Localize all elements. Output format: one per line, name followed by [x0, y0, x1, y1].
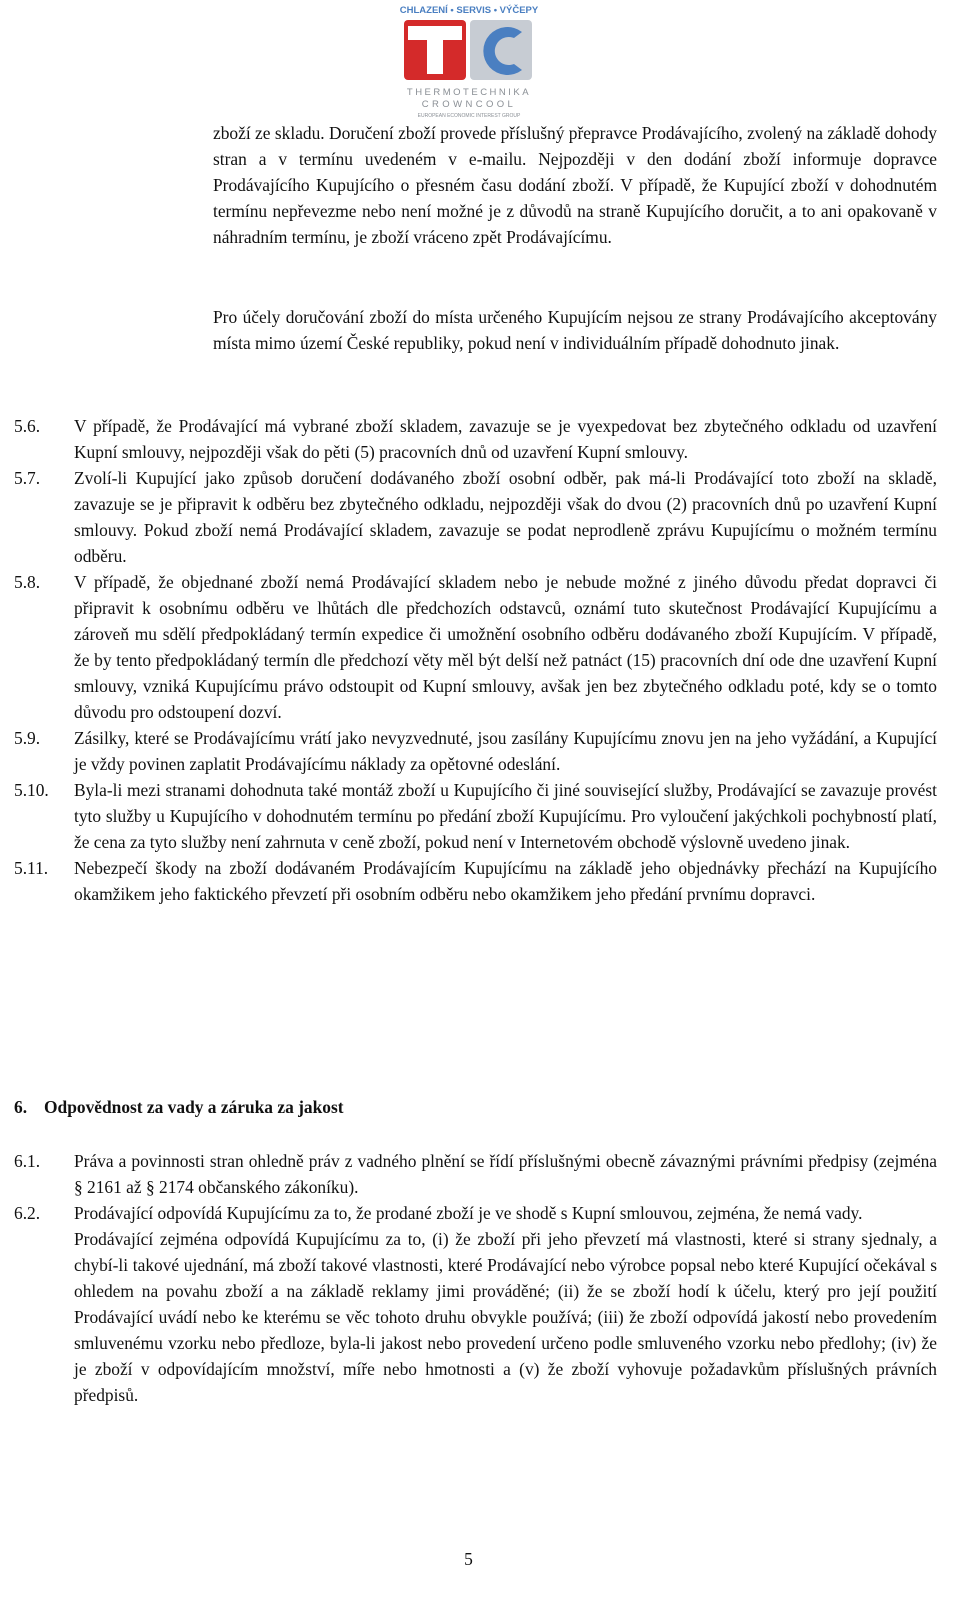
- clause-6-2-continuation: Prodávající zejména odpovídá Kupujícímu za to, (i) že zboží při jeho převzetí má vlastnosti, které si strany sjednaly, a chybí-li takové ujednání, má zboží takové vlastnosti, které Prodávající nebo výrobce popsal nebo které Kupující očekával s ohledem na povahu zboží a na základě reklamy jimi prováděné; (ii) že se zboží hodí k účelu, který pro její použití Prodávající uvádí nebo ke kterému se věc tohoto druhu obvykle používá; (iii) že zboží odpovídá jakostí nebo provedením smluvenému vzorku nebo předloze, byla-li jakost nebo provedení určeno podle smluveného vzorku nebo předlohy; (iv) že je zboží v odpovídajícím množství, míře nebo hmotnosti a (v) že zboží vyhovuje požadavkům příslušných právních předpisů.: [74, 1229, 937, 1405]
- clause-text: Nebezpečí škody na zboží dodávaném Prodávajícím Kupujícímu na základě jeho objednávky přechází na Kupujícího okamžikem jeho faktického převzetí při osobním odběru nebo okamžikem jeho předání prvnímu dopravci.: [74, 858, 937, 904]
- clause-number: 5.10.: [14, 780, 49, 800]
- tc-logo-graphic: [398, 2, 540, 120]
- clause-5-6: [14, 413, 937, 465]
- company-logo: [398, 2, 540, 120]
- clause-6-2: [14, 1200, 937, 1226]
- clause-number: 5.9.: [14, 728, 41, 748]
- clause-number: 6.1.: [14, 1151, 41, 1171]
- clause-5-10: [14, 777, 937, 855]
- section-title: Odpovědnost za vady a záruka za jakost: [44, 1097, 344, 1117]
- clause-number: 5.11.: [14, 858, 49, 878]
- clause-number: 5.6.: [14, 416, 41, 436]
- logo-brand-line3: EUROPEAN ECONOMIC INTEREST GROUP: [417, 113, 521, 119]
- clause-number: 5.7.: [14, 468, 41, 488]
- clause-5-7: [14, 465, 937, 569]
- clause-text: Zvolí-li Kupující jako způsob doručení dodávaného zboží osobní odběr, pak má-li Prodávající toto zboží na skladě, zavazuje se je připravit k odběru bez zbytečného odkladu, nejpozději však do dvou (2) pracovních dnů po uzavření Kupní smlouvy. Pokud zboží nemá Prodávající skladem, zavazuje se podat neprodleně zprávu Kupujícímu o možném termínu odběru.: [74, 468, 937, 566]
- page-number: 5: [464, 1549, 473, 1569]
- section-5-list: [14, 413, 937, 907]
- clause-5-8: [14, 569, 937, 725]
- clause-number: 6.2.: [14, 1203, 41, 1223]
- clause-5-11: [14, 855, 937, 907]
- clause-6-1: [14, 1148, 937, 1200]
- clause-number: 5.8.: [14, 572, 41, 592]
- section-number: 6.: [14, 1097, 28, 1117]
- clause-text: Práva a povinnosti stran ohledně práv z vadného plnění se řídí příslušnými obecně závaznými právními předpisy (zejména § 2161 až § 2174 občanského zákoníku).: [74, 1151, 937, 1197]
- intro-paragraph-2: Pro účely doručování zboží do místa určeného Kupujícím nejsou ze strany Prodávajícího akceptovány místa mimo území České republiky, pokud není v individuálním případě dohodnuto jinak.: [213, 307, 937, 353]
- clause-text: Prodávající odpovídá Kupujícímu za to, že prodané zboží je ve shodě s Kupní smlouvou, zejména, že nemá vady.: [74, 1203, 863, 1223]
- logo-tagline: CHLAZENÍ • SERVIS • VÝČEPY: [399, 5, 539, 16]
- intro-paragraph-1: zboží ze skladu. Doručení zboží provede příslušný přepravce Prodávajícího, zvolený na základě dohody stran a v termínu uvedeném v e-mailu. Nejpozději v den dodání zboží informuje dopravce Prodávajícího Kupujícího o přesném času dodání zboží. V případě, že Kupující zboží v dohodnutém termínu nepřevezme nebo není možné je z důvodů na straně Kupujícího doručit, a to ani opakovaně v náhradním termínu, je zboží vráceno zpět Prodávajícímu.: [213, 123, 937, 247]
- section-6-heading: [14, 1094, 344, 1120]
- clause-text: Byla-li mezi stranami dohodnuta také montáž zboží u Kupujícího či jiné související služby, Prodávající se zavazuje provést tyto služby u Kupujícího v dohodnutém termínu po předání zboží Kupujícímu. Pro vyloučení jakýchkoli pochybností platí, že cena za tyto služby není zahrnuta v ceně zboží, pokud není v Internetovém obchodě výslovně uvedeno jinak.: [74, 780, 937, 852]
- clause-5-9: [14, 725, 937, 777]
- clause-text: V případě, že objednané zboží nemá Prodávající skladem nebo je nebude možné z jiného důvodu předat dopravci či připravit k osobnímu odběru ve lhůtách dle předchozích odstavců, oznámí tuto skutečnost Prodávající Kupujícímu a zároveň mu sdělí předpokládaný termín expedice či umožnění osobního odběru dodávaného zboží Kupujícím. V případě, že by tento předpokládaný termín dle předchozí věty měl být delší než patnáct (15) pracovních dní ode dne uzavření Kupní smlouvy, vzniká Kupujícímu právo odstoupit od Kupní smlouvy, avšak jen bez zbytečného odkladu poté, kdy se o tomto důvodu pro odstoupení dozví.: [74, 572, 937, 722]
- section-6-list: [14, 1148, 937, 1408]
- logo-brand-line2: CROWNCOOL: [421, 99, 517, 110]
- clause-text: Zásilky, které se Prodávajícímu vrátí jako nevyzvednuté, jsou zasílány Kupujícímu znovu jen na jeho vyžádání, a Kupující je vždy povinen zaplatit Prodávajícímu náklady za opětovné odeslání.: [74, 728, 937, 774]
- clause-text: V případě, že Prodávající má vybrané zboží skladem, zavazuje se je vyexpedovat bez zbytečného odkladu od uzavření Kupní smlouvy, nejpozději však do pěti (5) pracovních dnů od uzavření Kupní smlouvy.: [74, 416, 937, 462]
- logo-brand-line1: THERMOTECHNIKA: [406, 87, 532, 98]
